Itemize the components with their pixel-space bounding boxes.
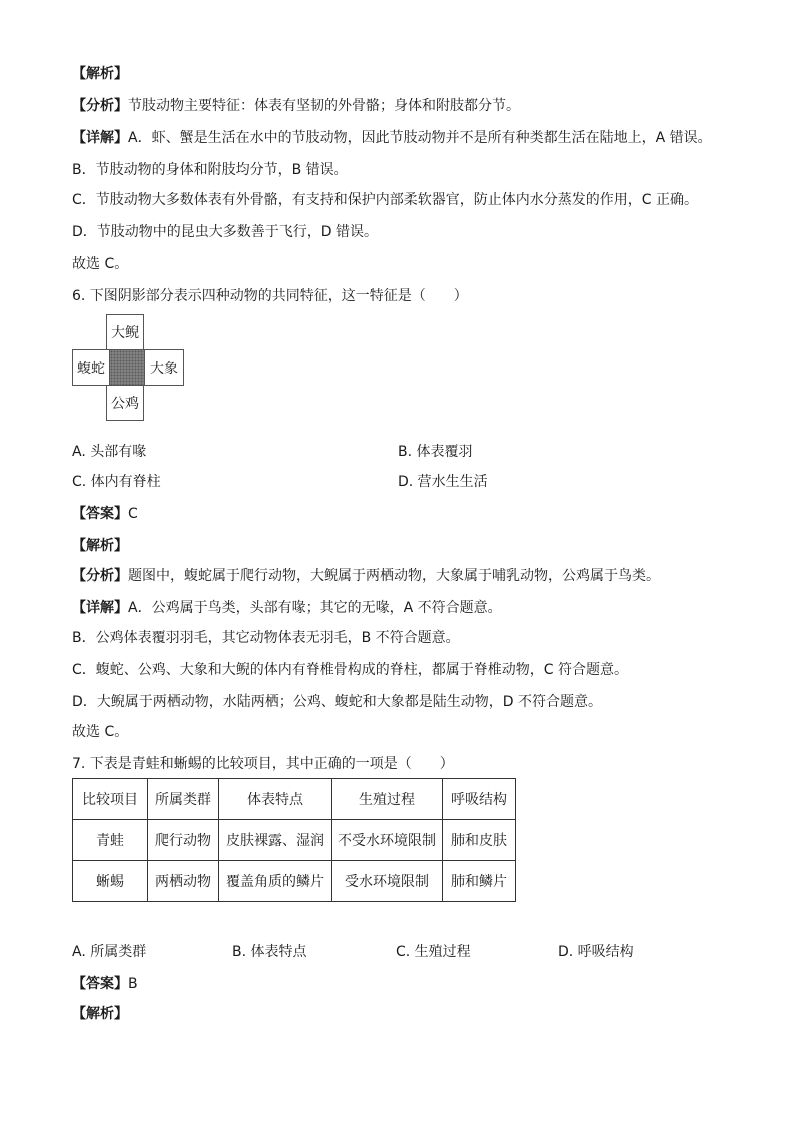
q7-option-b: B. 体表特点: [232, 944, 307, 960]
q6-detail-d: D．大鲵属于两栖动物，水陆两栖；公鸡、蝮蛇和大象都是陆生动物，D 不符合题意。: [72, 694, 603, 710]
figure-shaded-center: [109, 349, 145, 386]
q7-option-a: A. 所属类群: [72, 944, 147, 960]
table-cell: 覆盖角质的鳞片: [219, 861, 332, 902]
answer-label: 【答案】: [72, 506, 128, 522]
analysis-summary: [72, 96, 520, 116]
table-cell: 肺和皮肤: [443, 820, 516, 861]
detail-label: 【详解】: [72, 130, 128, 146]
analysis-heading: 【解析】: [72, 66, 128, 82]
table-cell: 受水环境限制: [332, 861, 443, 902]
table-cell: 蜥蜴: [73, 861, 148, 902]
detail-d: D．节肢动物中的昆虫大多数善于飞行，D 错误。: [72, 224, 379, 240]
figure-cell-left: 蝮蛇: [72, 349, 110, 386]
table-row: [73, 861, 516, 902]
answer-label: 【答案】: [72, 976, 128, 992]
table-row: [73, 820, 516, 861]
q7-option-c: C. 生殖过程: [396, 944, 471, 960]
q6-conclusion: 故选 C。: [72, 724, 129, 740]
summary-text: 题图中，蝮蛇属于爬行动物，大鲵属于两栖动物，大象属于哺乳动物，公鸡属于鸟类。: [128, 568, 660, 584]
detail-c: C．节肢动物大多数体表有外骨骼，有支持和保护内部柔软器官，防止体内水分蒸发的作用，C 正确。: [72, 192, 698, 208]
q7-analysis-heading: 【解析】: [72, 1006, 128, 1022]
q6-detail-b: B．公鸡体表覆羽羽毛，其它动物体表无羽毛，B 不符合题意。: [72, 630, 460, 646]
q6-summary: [72, 566, 660, 586]
table-cell: 爬行动物: [148, 820, 219, 861]
table-header-cell: 所属类群: [148, 779, 219, 820]
figure-cell-bottom: 公鸡: [106, 385, 144, 421]
detail-a-text: A．公鸡属于鸟类，头部有喙；其它的无喙，A 不符合题意。: [128, 600, 502, 616]
summary-label: 【分析】: [72, 568, 128, 584]
q6-answer: [72, 504, 138, 524]
table-header-cell: 呼吸结构: [443, 779, 516, 820]
q6-detail-a: [72, 598, 502, 618]
table-header-cell: 比较项目: [73, 779, 148, 820]
detail-a: [72, 128, 712, 148]
table-cell: 皮肤裸露、湿润: [219, 820, 332, 861]
summary-text: 节肢动物主要特征：体表有坚韧的外骨骼；身体和附肢都分节。: [128, 98, 520, 114]
table-header-row: [73, 779, 516, 820]
detail-label: 【详解】: [72, 600, 128, 616]
answer-value: B: [128, 976, 138, 992]
q6-option-c: C. 体内有脊柱: [72, 474, 161, 490]
q6-analysis-heading: 【解析】: [72, 538, 128, 554]
table-header-cell: 体表特点: [219, 779, 332, 820]
q7-option-d: D. 呼吸结构: [558, 944, 634, 960]
q6-cross-diagram: [72, 314, 192, 422]
detail-a-text: A．虾、蟹是生活在水中的节肢动物，因此节肢动物并不是所有种类都生活在陆地上，A 错误。: [128, 130, 712, 146]
table-cell: 肺和鳞片: [443, 861, 516, 902]
conclusion: 故选 C。: [72, 256, 129, 272]
answer-value: C: [128, 506, 138, 522]
table-cell: 青蛙: [73, 820, 148, 861]
q6-option-d: D. 营水生生活: [398, 474, 488, 490]
table-cell: 两栖动物: [148, 861, 219, 902]
figure-cell-right: 大象: [144, 349, 184, 386]
figure-cell-top: 大鲵: [106, 314, 144, 350]
table-cell: 不受水环境限制: [332, 820, 443, 861]
q7-comparison-table: [72, 778, 516, 902]
q6-stem: 6. 下图阴影部分表示四种动物的共同特征，这一特征是（ ）: [72, 288, 468, 304]
summary-label: 【分析】: [72, 98, 128, 114]
table-header-cell: 生殖过程: [332, 779, 443, 820]
q7-stem: 7. 下表是青蛙和蜥蜴的比较项目，其中正确的一项是（ ）: [72, 756, 454, 772]
q6-option-b: B. 体表覆羽: [398, 444, 473, 460]
q6-detail-c: C．蝮蛇、公鸡、大象和大鲵的体内有脊椎骨构成的脊柱，都属于脊椎动物，C 符合题意。: [72, 662, 628, 678]
q6-option-a: A. 头部有喙: [72, 444, 147, 460]
q7-answer: [72, 974, 138, 994]
detail-b: B．节肢动物的身体和附肢均分节，B 错误。: [72, 162, 348, 178]
